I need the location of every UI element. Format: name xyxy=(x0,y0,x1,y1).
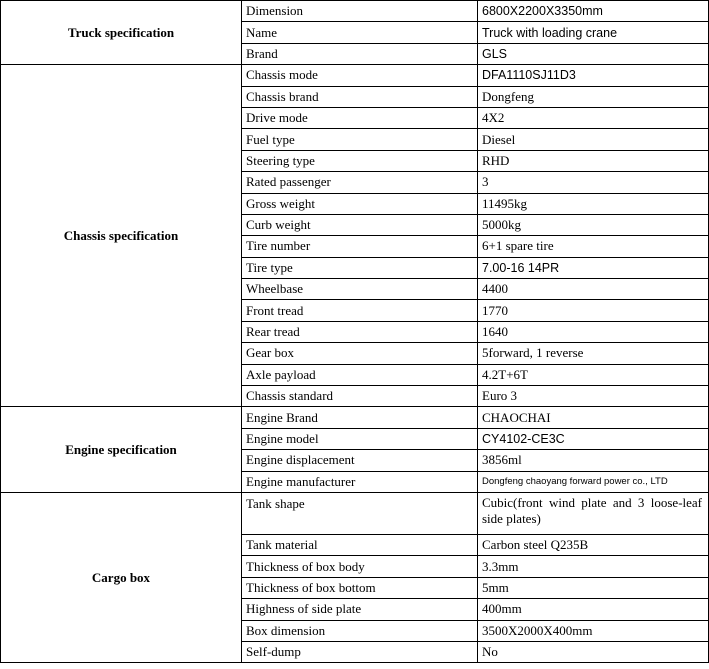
spec-value: 3.3mm xyxy=(478,556,709,577)
spec-value: Carbon steel Q235B xyxy=(478,534,709,555)
spec-label: Tire type xyxy=(242,257,478,278)
spec-row xyxy=(1,65,709,86)
spec-value: 3500X2000X400mm xyxy=(478,620,709,641)
spec-value: CHAOCHAI xyxy=(478,407,709,428)
spec-row xyxy=(1,407,709,428)
spec-label: Self-dump xyxy=(242,641,478,662)
spec-value: RHD xyxy=(478,150,709,171)
spec-value: 11495kg xyxy=(478,193,709,214)
spec-row xyxy=(1,1,709,22)
spec-value: 4X2 xyxy=(478,107,709,128)
spec-label: Rear tread xyxy=(242,321,478,342)
spec-label: Gear box xyxy=(242,343,478,364)
spec-label: Fuel type xyxy=(242,129,478,150)
spec-value: 1640 xyxy=(478,321,709,342)
spec-label: Name xyxy=(242,22,478,43)
spec-label: Curb weight xyxy=(242,214,478,235)
spec-label: Chassis brand xyxy=(242,86,478,107)
spec-value: 1770 xyxy=(478,300,709,321)
spec-label: Front tread xyxy=(242,300,478,321)
spec-value: Diesel xyxy=(478,129,709,150)
spec-label: Box dimension xyxy=(242,620,478,641)
spec-value: Cubic(front wind plate and 3 loose-leaf side plates) xyxy=(478,492,709,534)
spec-value: 5forward, 1 reverse xyxy=(478,343,709,364)
spec-label: Tire number xyxy=(242,236,478,257)
section-title: Truck specification xyxy=(1,1,242,65)
spec-value: 3 xyxy=(478,172,709,193)
spec-label: Engine manufacturer xyxy=(242,471,478,492)
specification-table-body xyxy=(1,1,709,663)
spec-label: Dimension xyxy=(242,1,478,22)
spec-label: Drive mode xyxy=(242,107,478,128)
spec-value: CY4102-CE3C xyxy=(478,428,709,449)
spec-label: Engine Brand xyxy=(242,407,478,428)
spec-value: 5000kg xyxy=(478,214,709,235)
spec-label: Wheelbase xyxy=(242,279,478,300)
spec-label: Axle payload xyxy=(242,364,478,385)
spec-value: 5mm xyxy=(478,577,709,598)
spec-value: GLS xyxy=(478,43,709,64)
spec-row xyxy=(1,492,709,534)
spec-value: 6800X2200X3350mm xyxy=(478,1,709,22)
spec-label: Chassis standard xyxy=(242,386,478,407)
section-title: Chassis specification xyxy=(1,65,242,407)
spec-label: Rated passenger xyxy=(242,172,478,193)
spec-label: Steering type xyxy=(242,150,478,171)
spec-label: Engine displacement xyxy=(242,450,478,471)
spec-value: No xyxy=(478,641,709,662)
spec-value: 7.00-16 14PR xyxy=(478,257,709,278)
spec-label: Thickness of box bottom xyxy=(242,577,478,598)
spec-label: Brand xyxy=(242,43,478,64)
spec-label: Tank shape xyxy=(242,492,478,534)
spec-value: 400mm xyxy=(478,599,709,620)
section-title: Cargo box xyxy=(1,492,242,662)
spec-value: 6+1 spare tire xyxy=(478,236,709,257)
spec-label: Gross weight xyxy=(242,193,478,214)
spec-value: Dongfeng chaoyang forward power co., LTD xyxy=(478,471,709,492)
spec-value: 4400 xyxy=(478,279,709,300)
spec-value: Truck with loading crane xyxy=(478,22,709,43)
spec-label: Tank material xyxy=(242,534,478,555)
spec-label: Chassis mode xyxy=(242,65,478,86)
spec-label: Thickness of box body xyxy=(242,556,478,577)
spec-value: 3856ml xyxy=(478,450,709,471)
section-title: Engine specification xyxy=(1,407,242,493)
spec-value: DFA1110SJ11D3 xyxy=(478,65,709,86)
spec-value: Dongfeng xyxy=(478,86,709,107)
spec-value: 4.2T+6T xyxy=(478,364,709,385)
spec-value: Euro 3 xyxy=(478,386,709,407)
spec-label: Engine model xyxy=(242,428,478,449)
spec-label: Highness of side plate xyxy=(242,599,478,620)
